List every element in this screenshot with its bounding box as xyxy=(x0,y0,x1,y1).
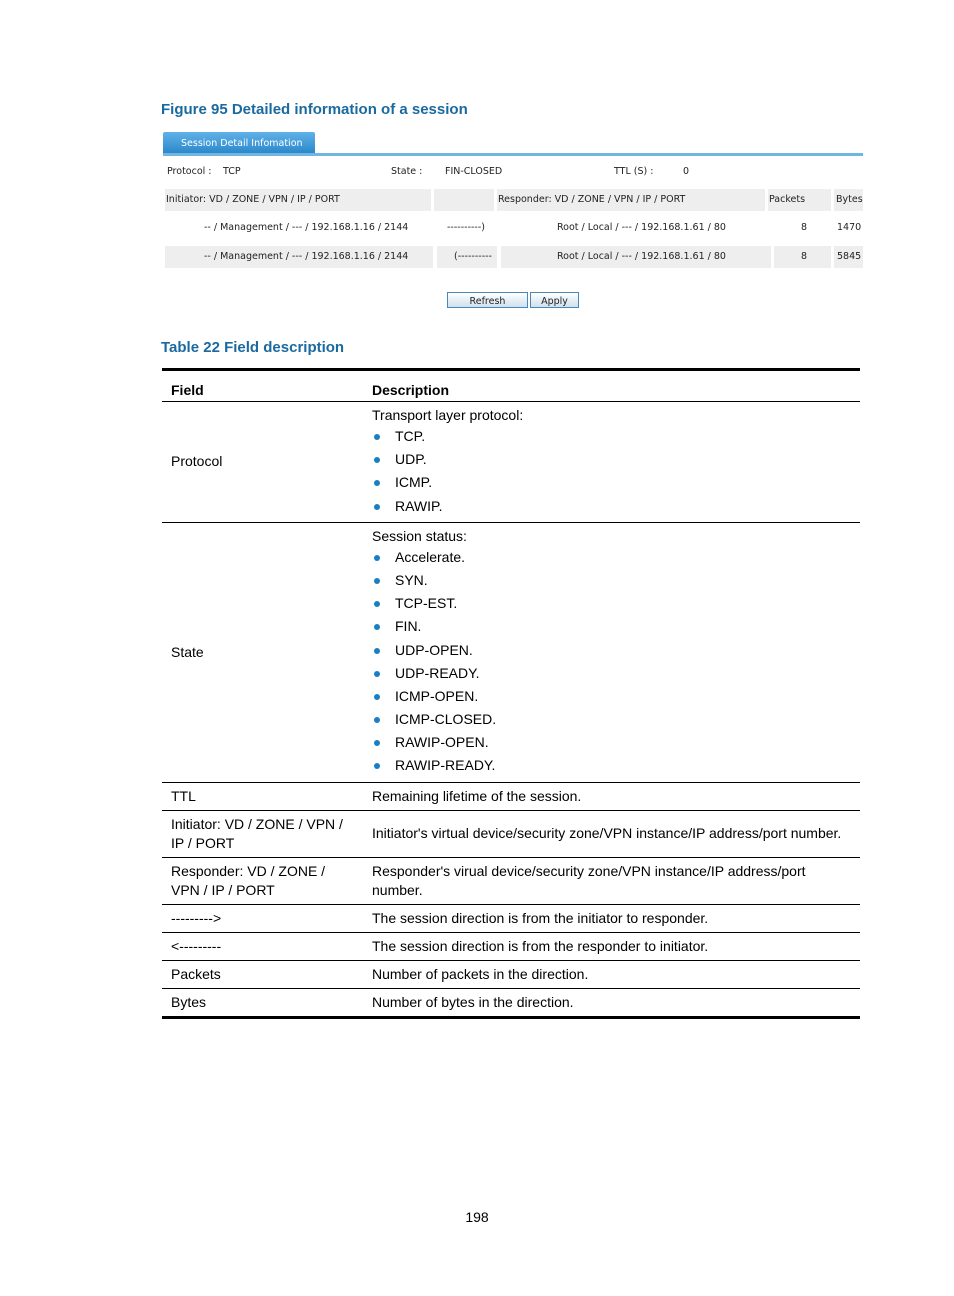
tab-session-detail[interactable]: Session Detail Infomation xyxy=(163,132,315,154)
row2-bytes: 5845 xyxy=(837,251,862,262)
description-cell: Remaining lifetime of the session. xyxy=(363,782,860,810)
field-cell: Responder: VD / ZONE / VPN / IP / PORT xyxy=(162,857,363,904)
apply-button[interactable]: Apply xyxy=(530,292,579,308)
row1-initiator: -- / Management / --- / 192.168.1.16 / 2144 xyxy=(204,222,409,233)
header-responder: Responder: VD / ZONE / VPN / IP / PORT xyxy=(498,194,686,205)
row1-direction: ----------) xyxy=(447,222,485,233)
table-row xyxy=(162,522,860,782)
description-intro: Transport layer protocol: xyxy=(372,407,524,423)
field-cell: Protocol xyxy=(162,402,363,523)
header-bg xyxy=(434,189,494,211)
state-label: State : xyxy=(391,166,423,177)
list-item: FIN. xyxy=(372,615,851,638)
list-item: RAWIP-READY. xyxy=(372,754,851,777)
list-item: ICMP-OPEN. xyxy=(372,685,851,708)
table-row xyxy=(162,932,860,960)
description-cell xyxy=(363,522,860,782)
list-item: RAWIP-OPEN. xyxy=(372,731,851,754)
field-cell: State xyxy=(162,522,363,782)
row2-responder: Root / Local / --- / 192.168.1.61 / 80 xyxy=(557,251,726,262)
table-row xyxy=(162,810,860,857)
ttl-value: 0 xyxy=(683,166,690,177)
header-description: Description xyxy=(363,370,860,402)
list-item: Accelerate. xyxy=(372,546,851,569)
field-description-table xyxy=(162,368,860,1019)
session-detail-panel xyxy=(163,130,863,320)
header-initiator: Initiator: VD / ZONE / VPN / IP / PORT xyxy=(166,194,340,205)
refresh-button[interactable]: Refresh xyxy=(447,292,528,308)
field-cell: Bytes xyxy=(162,988,363,1017)
header-field: Field xyxy=(162,370,363,402)
table-row xyxy=(162,960,860,988)
field-cell: Packets xyxy=(162,960,363,988)
table-row xyxy=(162,782,860,810)
field-cell: ---------> xyxy=(162,904,363,932)
list-item: SYN. xyxy=(372,569,851,592)
field-cell: TTL xyxy=(162,782,363,810)
list-item: ICMP. xyxy=(372,471,851,494)
description-cell: Initiator's virtual device/security zone/VPN instance/IP address/port number. xyxy=(363,810,860,857)
field-cell: <--------- xyxy=(162,932,363,960)
list-item: UDP-READY. xyxy=(372,662,851,685)
list-item: UDP. xyxy=(372,448,851,471)
tab-underline xyxy=(163,153,863,156)
list-item: ICMP-CLOSED. xyxy=(372,708,851,731)
description-cell: Number of packets in the direction. xyxy=(363,960,860,988)
row1-responder: Root / Local / --- / 192.168.1.61 / 80 xyxy=(557,222,726,233)
description-cell: The session direction is from the responder to initiator. xyxy=(363,932,860,960)
table-header-row xyxy=(162,370,860,402)
protocol-value: TCP xyxy=(223,166,241,177)
row2-packets: 8 xyxy=(801,251,808,262)
description-cell: The session direction is from the initiator to responder. xyxy=(363,904,860,932)
state-value: FIN-CLOSED xyxy=(445,166,503,177)
table-row xyxy=(162,857,860,904)
page-number: 198 xyxy=(465,1209,489,1225)
ttl-label: TTL (S) : xyxy=(614,166,654,177)
list-item: TCP. xyxy=(372,425,851,448)
row1-packets: 8 xyxy=(801,222,808,233)
bullet-list xyxy=(372,546,851,778)
list-item: TCP-EST. xyxy=(372,592,851,615)
table-row xyxy=(162,402,860,523)
row2-initiator: -- / Management / --- / 192.168.1.16 / 2144 xyxy=(204,251,409,262)
description-cell: Responder's virual device/security zone/VPN instance/IP address/port number. xyxy=(363,857,860,904)
header-packets: Packets xyxy=(769,194,806,205)
description-cell: Number of bytes in the direction. xyxy=(363,988,860,1017)
list-item: RAWIP. xyxy=(372,495,851,518)
header-bytes: Bytes xyxy=(836,194,863,205)
field-cell: Initiator: VD / ZONE / VPN / IP / PORT xyxy=(162,810,363,857)
row2-direction: (---------- xyxy=(454,251,492,262)
bullet-list xyxy=(372,425,851,518)
protocol-label: Protocol : xyxy=(167,166,212,177)
table-caption: Table 22 Field description xyxy=(161,339,345,356)
table-row xyxy=(162,904,860,932)
row1-bytes: 1470 xyxy=(837,222,862,233)
list-item: UDP-OPEN. xyxy=(372,639,851,662)
description-cell xyxy=(363,402,860,523)
table-row xyxy=(162,988,860,1017)
figure-caption: Figure 95 Detailed information of a session xyxy=(161,101,468,118)
description-intro: Session status: xyxy=(372,527,467,544)
